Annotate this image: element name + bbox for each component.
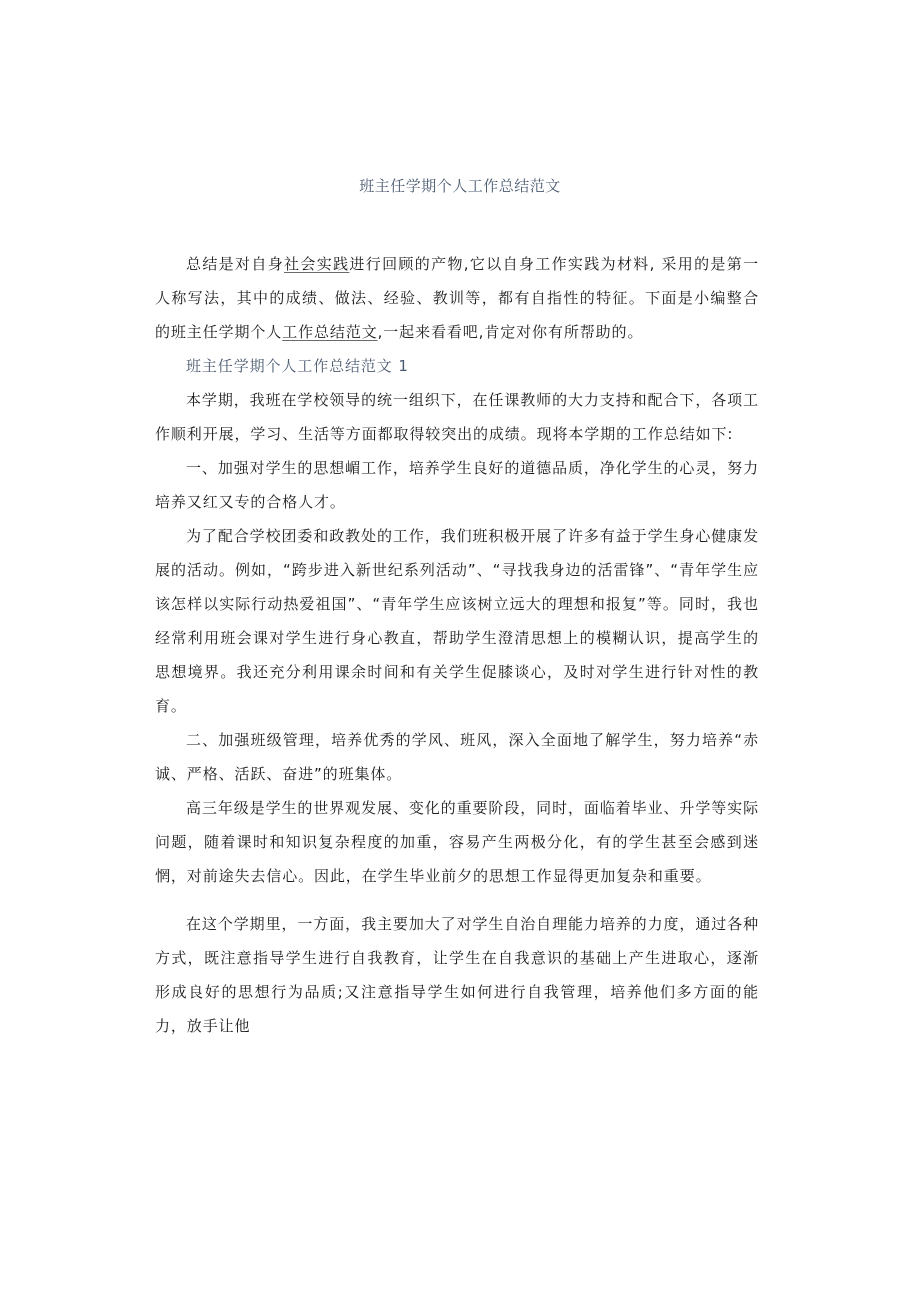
work-summary-link[interactable]: 工作总结范文 bbox=[282, 323, 378, 341]
document-title: 班主任学期个人工作总结范文 bbox=[359, 177, 561, 195]
intro-text-1: 总结是对自身 bbox=[186, 255, 285, 273]
body-paragraph-5: 高三年级是学生的世界观发展、变化的重要阶段，同时，面临着毕业、升学等实际问题，随着课时和知识复杂程度的加重，容易产生两极分化，有的学生甚至会感到迷惘，对前途失去信心。因此，在学生毕业前夕的思想工作显得更加复杂和重要。 bbox=[155, 799, 759, 885]
body-paragraph-6: 在这个学期里，一方面，我主要加大了对学生自治自理能力培养的力度，通过各种方式，既注意指导学生进行自我教育，让学生在自我意识的基础上产生进取心，逐渐形成良好的思想行为品质;又注意指导学生如何进行自我管理，培养他们多方面的能力，放手让他 bbox=[155, 915, 759, 1035]
body-paragraph-3: 为了配合学校团委和政教处的工作，我们班积极开展了许多有益于学生身心健康发展的活动。例如，“跨步进入新世纪系列活动”、“寻找我身边的活雷锋”、“青年学生应该怎样以实际行动热爱祖国”、“青年学生应该树立远大的理想和报复”等。同时，我也经常利用班会课对学生进行身心教直，帮助学生澄清思想上的模糊认识，提高学生的思想境界。我还充分利用课余时间和有关学生促膝谈心，及时对学生进行针对性的教育。 bbox=[155, 527, 759, 715]
social-practice-link[interactable]: 社会实践 bbox=[284, 255, 350, 273]
intro-paragraph bbox=[155, 247, 759, 349]
body-paragraph-2: 一、加强对学生的思想嵋工作，培养学生良好的道德品质，净化学生的心灵，努力培养又红又专的合格人才。 bbox=[155, 459, 759, 511]
body-paragraph-1: 本学期，我班在学校领导的统一组织下，在任课教师的大力支持和配合下，各项工作顺利开展，学习、生活等方面都取得较突出的成绩。现将本学期的工作总结如下: bbox=[155, 391, 759, 443]
intro-text-2: 进行回顾的产物,它以自身工作实践为材料, 采用的是第一人称写法，其中的成绩、做法、经验、教训等，都有自指性的特征。下面是小编整合的班主任学期个人 bbox=[155, 255, 759, 341]
intro-text-3: ,一起来看看吧,肯定对你有所帮助的。 bbox=[377, 323, 644, 341]
section-subheading: 班主任学期个人工作总结范文 1 bbox=[186, 357, 409, 375]
document-body bbox=[155, 247, 759, 1043]
body-paragraph-4: 二、加强班级管理，培养优秀的学风、班风，深入全面地了解学生，努力培养“赤诚、严格、活跃、奋进”的班集体。 bbox=[155, 731, 759, 783]
paragraph-gap bbox=[155, 893, 759, 907]
